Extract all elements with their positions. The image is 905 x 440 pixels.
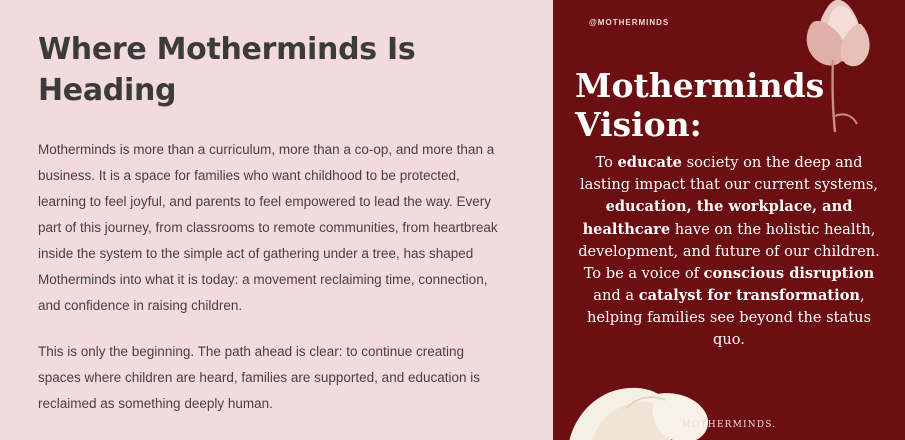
vision-emphasis: educate [617, 154, 682, 171]
vision-emphasis: education, the workplace, and healthcare [582, 198, 853, 238]
vision-text: have on the holistic health, development, and future of our children. To be a voice of [578, 220, 880, 282]
vision-emphasis: catalyst for transformation [638, 287, 861, 305]
social-handle: @MOTHERMINDS [589, 18, 670, 27]
body-paragraph-1: Motherminds is more than a curriculum, more than a co-op, and more than a business. It is a space for families who want childhood to be protected, learning to feel joyful, and parents to feel empowered to lead the way. Every part of this journey, from classrooms to remote communities, from heartbreak inside the system to the simple act of gathering under a tree, has shaped Motherminds into what it is today: a movement reclaiming time, connection, and confidence in raising children. [38, 142, 498, 313]
vision-text: , helping families see beyond the status quo. [587, 287, 871, 349]
brand-wordmark: MOTHERMINDS. [681, 420, 777, 430]
page-title: Where Motherminds Is Heading [38, 32, 416, 108]
body-paragraph-2: This is only the beginning. The path ahead is clear: to continue creating spaces where children are heard, families are supported, and education is reclaimed as something deeply human. [38, 344, 481, 411]
vision-heading: Motherminds Vision: [575, 66, 825, 145]
vision-text: To [595, 154, 618, 171]
vision-text: society on the deep and lasting impact that our current systems, [579, 154, 879, 194]
vision-text: and a [593, 287, 639, 305]
vision-body-text [571, 152, 887, 352]
vision-card-panel [553, 0, 905, 440]
vision-emphasis: conscious disruption [703, 264, 875, 282]
